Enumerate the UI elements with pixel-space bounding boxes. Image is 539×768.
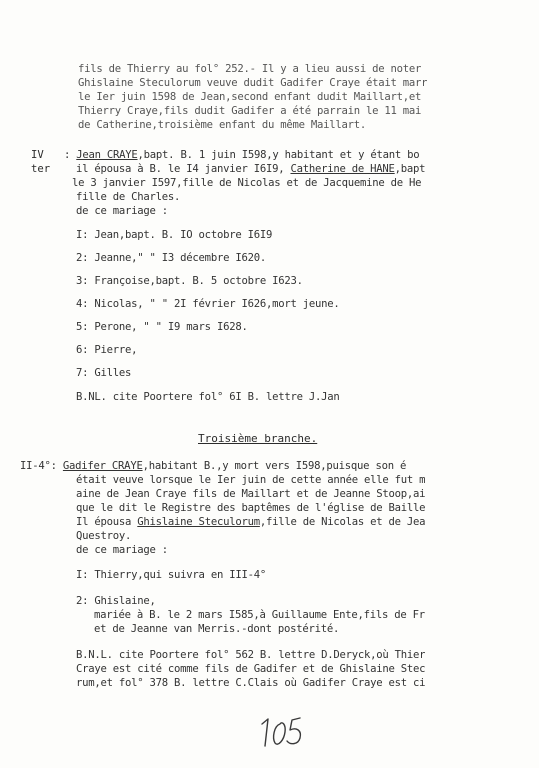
child-entry: 3: Françoise,bapt. B. 5 octobre I623.: [76, 275, 303, 287]
person-name-jean-craye: Jean CRAYE: [76, 149, 138, 161]
source-citation-ii-line-3: rum,et fol° 378 B. lettre C.Clais où Gadifer Craye est ci: [76, 677, 426, 689]
child-entry: I: Jean,bapt. B. IO octobre I6I9: [76, 229, 273, 241]
handwritten-page-number: [254, 712, 314, 752]
section-ii-line-5-post: ,fille de Nicolas et de Jea: [259, 516, 426, 528]
section-ii-line-3: aine de Jean Craye fils de Maillart et de Jeanne Stoop,ai: [76, 488, 426, 500]
spouse-name-ghislaine-steculorum: Ghislaine Steculorum: [137, 516, 260, 528]
generation-label-ter: ter: [31, 163, 51, 175]
child-entry: 2: Jeanne," " I3 décembre I620.: [76, 252, 266, 264]
section-iv-line-2-pre: il épousa à B. le I4 janvier I6I9,: [76, 163, 291, 175]
child-entry: 7: Gilles: [76, 367, 132, 379]
top-paragraph-line-1: fils de Thierry au fol° 252.- Il y a lieu aussi de noter: [78, 63, 422, 75]
section-iv-line-1-rest: ,bapt. B. 1 juin I598,y habitant et y étant bo: [137, 149, 420, 161]
section-ii-line-5-pre: Il épousa: [76, 516, 138, 528]
generation-label-iv: IV: [31, 149, 44, 161]
section-iv-line-4: fille de Charles.: [76, 191, 181, 203]
child-entry: 4: Nicolas, " " 2I février I626,mort jeune.: [76, 298, 340, 310]
section-iv-line-5: de ce mariage :: [76, 205, 168, 217]
top-paragraph-line-3: le Ier juin 1598 de Jean,second enfant dudit Maillart,et: [78, 91, 422, 103]
top-paragraph-line-2: Ghislaine Steculorum veuve dudit Gadifer Craye était marr: [78, 77, 428, 89]
generation-label-ii: II-4°:: [20, 460, 63, 472]
person-name-gadifer-craye: Gadifer CRAYE: [62, 460, 143, 472]
section-ii-line-6: Questroy.: [76, 530, 132, 542]
child-entry: 2: Ghislaine,: [76, 595, 156, 607]
branch-title: Troisième branche.: [198, 432, 318, 445]
source-citation-iv: B.NL. cite Poortere fol° 6I B. lettre J.Jan: [76, 391, 340, 403]
child-entry: I: Thierry,qui suivra en III-4°: [76, 569, 266, 581]
top-paragraph-line-5: de Catherine,troisième enfant du même Maillart.: [78, 119, 367, 131]
section-ii-line-1: [20, 459, 406, 473]
section-iv-line-1: : Jean CRAYE,bapt. B. 1 juin I598,y habitant et y étant bo: [64, 149, 420, 161]
section-ii-line-5: [76, 515, 425, 529]
child-entry: 6: Pierre,: [76, 344, 138, 356]
section-ii-line-7: de ce mariage :: [76, 544, 168, 556]
section-ii-line-4: que le dit le Registre des baptêmes de l'église de Baille: [76, 502, 426, 514]
section-ii-line-2: était veuve lorsque le Ier juin de cette année elle fut m: [76, 474, 426, 486]
child-entry: 5: Perone, " " I9 mars I628.: [76, 321, 248, 333]
section-iv-line-2-post: ,bapt: [394, 163, 426, 175]
section-ii-line-1-rest: ,habitant B.,y mort vers I598,puisque son é: [142, 460, 407, 472]
child-entry-detail: et de Jeanne van Merris.-dont postérité.: [94, 623, 340, 635]
section-iv-line-3: le 3 janvier I597,fille de Nicolas et de Jacquemine de He: [72, 177, 422, 189]
section-iv-line-2: [76, 162, 425, 176]
child-entry-detail: mariée à B. le 2 mars I585,à Guillaume Ente,fils de Fr: [94, 609, 425, 621]
source-citation-ii-line-2: Craye est cité comme fils de Gadifer et de Ghislaine Stec: [76, 663, 426, 675]
source-citation-ii-line-1: B.N.L. cite Poortere fol° 562 B. lettre D.Deryck,où Thier: [76, 649, 426, 661]
spouse-name-catherine-de-hane: Catherine de HANE: [290, 163, 395, 175]
top-paragraph-line-4: Thierry Craye,fils dudit Gadifer a été parrain le 11 mai: [78, 105, 422, 117]
